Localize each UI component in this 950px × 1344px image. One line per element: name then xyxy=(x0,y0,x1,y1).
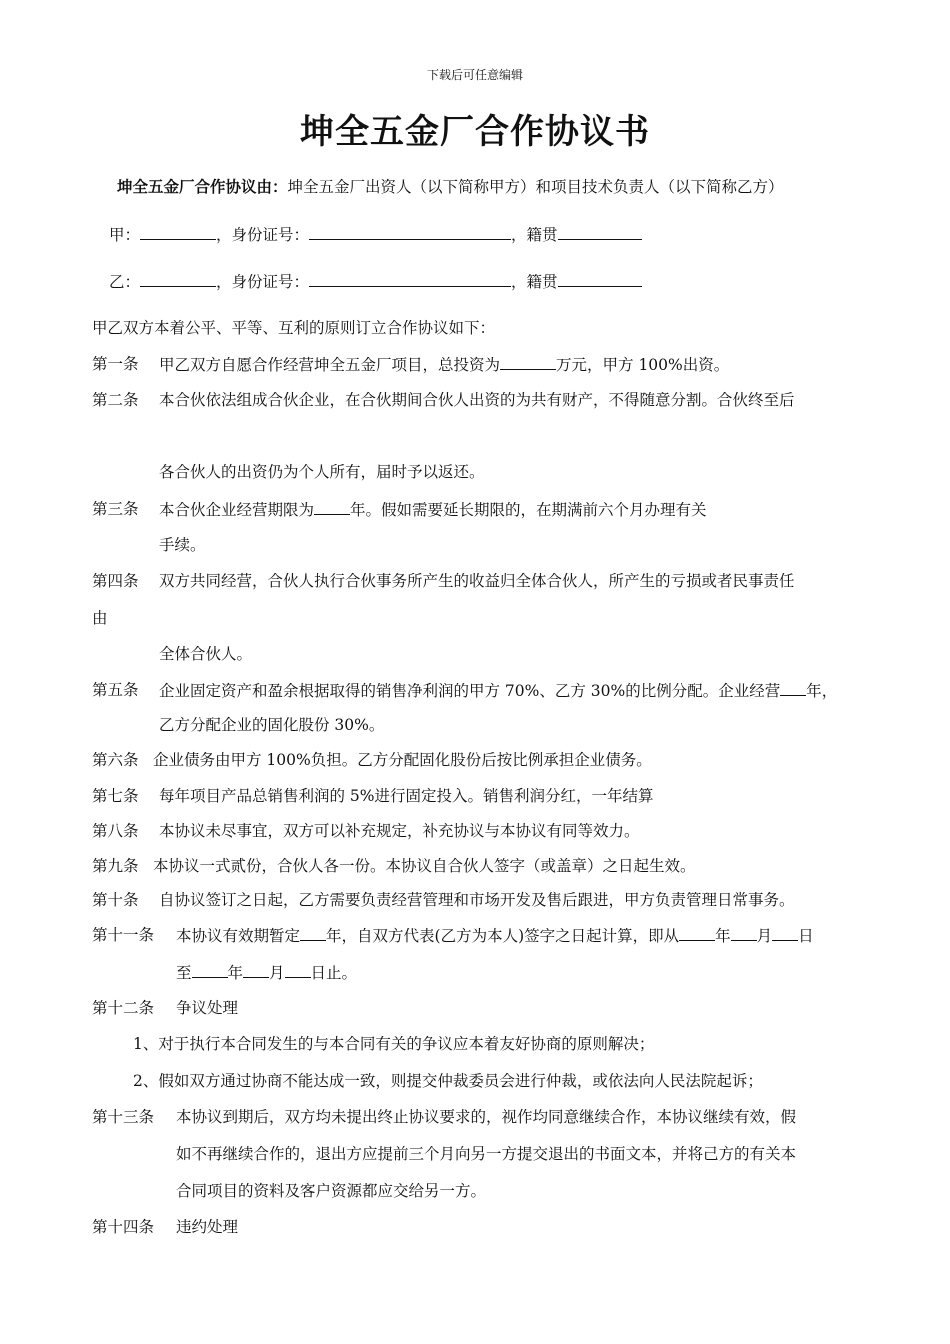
start-day-blank[interactable] xyxy=(772,925,798,941)
article-12-label: 第十二条 xyxy=(92,999,155,1017)
article-2-line-2: 各合伙人的出资仍为个人所有，届时予以返还。 xyxy=(159,463,485,481)
operation-years-blank[interactable] xyxy=(780,680,806,696)
article-9-label: 第九条 xyxy=(92,857,139,875)
party-a-label: 甲： xyxy=(109,226,141,244)
article-13-line-1: 本协议到期后，双方均未提出终止协议要求的，视作均同意继续合作，本协议继续有效，假 xyxy=(176,1108,797,1126)
article-5-line-2: 乙方分配企业的固化股份 30%。 xyxy=(159,716,385,734)
investment-amount-blank[interactable] xyxy=(500,354,556,370)
article-3-line-2: 手续。 xyxy=(159,536,206,554)
article-8-text: 本协议未尽事宜，双方可以补充规定，补充协议与本协议有同等效力。 xyxy=(159,822,640,840)
party-a-name-blank[interactable] xyxy=(140,224,216,240)
article-12-title: 争议处理 xyxy=(176,999,239,1017)
party-a-id-label: ，身份证号： xyxy=(216,226,310,244)
article-4-label: 第四条 xyxy=(92,572,139,590)
party-b-name-blank[interactable] xyxy=(140,271,216,287)
start-year-blank[interactable] xyxy=(679,925,715,941)
article-9-text: 本协议一式贰份，合伙人各一份。本协议自合伙人签字（或盖章）之日起生效。 xyxy=(153,857,696,875)
party-a-line xyxy=(109,224,642,245)
article-1-text-b: 万元，甲方 100%出资。 xyxy=(556,356,730,374)
article-14-label: 第十四条 xyxy=(92,1218,155,1236)
article-1-text-a: 甲乙双方自愿合作经营坤全五金厂项目，总投资为 xyxy=(159,356,501,374)
article-13-line-3: 合同项目的资料及客户资源都应交给另一方。 xyxy=(176,1182,487,1200)
party-b-line xyxy=(109,271,642,292)
article-12-item-2: 2、假如双方通过协商不能达成一致，则提交仲裁委员会进行仲裁，或依法向人民法院起诉； xyxy=(133,1072,763,1090)
article-11-text-c: 年 xyxy=(715,927,731,945)
start-month-blank[interactable] xyxy=(731,925,757,941)
article-8-label: 第八条 xyxy=(92,822,139,840)
preamble: 甲乙双方本着公平、平等、互利的原则订立合作协议如下： xyxy=(92,319,496,337)
party-a-origin-label: ，籍贯 xyxy=(511,226,558,244)
party-b-origin-blank[interactable] xyxy=(558,271,642,287)
term-years-blank[interactable] xyxy=(314,499,350,515)
party-a-origin-blank[interactable] xyxy=(558,224,642,240)
intro-text: 坤全五金厂出资人（以下简称甲方）和项目技术负责人（以下简称乙方） xyxy=(287,178,784,196)
article-11-text-b: 年，自双方代表(乙方为本人)签字之日起计算，即从 xyxy=(326,927,680,945)
article-13-line-2: 如不再继续合作的，退出方应提前三个月向另一方提交退出的书面文本，并将己方的有关本 xyxy=(176,1145,797,1163)
article-10-label: 第十条 xyxy=(92,891,139,909)
validity-years-blank[interactable] xyxy=(300,925,326,941)
article-5-label: 第五条 xyxy=(92,681,139,699)
article-3-label: 第三条 xyxy=(92,500,139,518)
intro-label: 坤全五金厂合作协议由： xyxy=(117,177,288,196)
article-3-line-1 xyxy=(159,499,707,520)
article-1-text xyxy=(159,354,729,375)
header-note: 下载后可任意编辑 xyxy=(426,68,523,82)
article-5-line-1 xyxy=(159,680,837,701)
article-1-label: 第一条 xyxy=(92,355,139,373)
article-11-line-1 xyxy=(176,925,814,946)
party-b-origin-label: ，籍贯 xyxy=(511,273,558,291)
document-title: 坤全五金厂合作协议书 xyxy=(300,112,650,152)
article-3-text-a: 本合伙企业经营期限为 xyxy=(159,501,315,519)
end-year-blank[interactable] xyxy=(192,962,228,978)
party-b-label: 乙： xyxy=(109,273,141,291)
article-11-text-g: 年 xyxy=(227,964,244,982)
article-4-line-1b: 由 xyxy=(92,609,108,627)
article-11-text-i: 日止。 xyxy=(310,964,358,982)
article-13-label: 第十三条 xyxy=(92,1108,155,1126)
article-4-line-2: 全体合伙人。 xyxy=(159,645,253,663)
article-5-text-a: 企业固定资产和盈余根据取得的销售净利润的甲方 70%、乙方 30%的比例分配。企业经营 xyxy=(159,682,781,700)
article-14-title: 违约处理 xyxy=(176,1218,239,1236)
intro-paragraph xyxy=(117,177,784,197)
article-11-text-f: 至 xyxy=(176,964,192,982)
article-11-text-e: 日 xyxy=(798,927,814,945)
article-7-text: 每年项目产品总销售利润的 5%进行固定投入。销售利润分红，一年结算 xyxy=(159,787,654,805)
article-12-item-1: 1、对于执行本合同发生的与本合同有关的争议应本着友好协商的原则解决； xyxy=(133,1035,655,1053)
party-b-id-label: ，身份证号： xyxy=(216,273,310,291)
article-6-label: 第六条 xyxy=(92,751,139,769)
end-day-blank[interactable] xyxy=(285,962,311,978)
article-11-text-h: 月 xyxy=(269,964,285,982)
article-4-line-1: 双方共同经营，合伙人执行合伙事务所产生的收益归全体合伙人，所产生的亏损或者民事责任 xyxy=(159,572,795,590)
article-6-text: 企业债务由甲方 100%负担。乙方分配固化股份后按比例承担企业债务。 xyxy=(153,751,652,769)
party-a-id-blank[interactable] xyxy=(309,224,511,240)
article-11-label: 第十一条 xyxy=(92,926,155,944)
article-11-text-d: 月 xyxy=(756,927,773,945)
article-10-text: 自协议签订之日起，乙方需要负责经营管理和市场开发及售后跟进，甲方负责管理日常事务。 xyxy=(159,891,795,909)
article-7-label: 第七条 xyxy=(92,787,139,805)
party-b-id-blank[interactable] xyxy=(309,271,511,287)
article-2-line-1: 本合伙依法组成合伙企业，在合伙期间合伙人出资的为共有财产，不得随意分割。合伙终至后 xyxy=(159,391,795,409)
article-5-text-b: 年， xyxy=(806,682,838,700)
article-3-text-b: 年。假如需要延长期限的，在期满前六个月办理有关 xyxy=(350,501,707,519)
article-2-label: 第二条 xyxy=(92,391,139,409)
article-11-text-a: 本协议有效期暂定 xyxy=(176,927,301,945)
article-11-line-2 xyxy=(176,962,357,983)
end-month-blank[interactable] xyxy=(243,962,269,978)
